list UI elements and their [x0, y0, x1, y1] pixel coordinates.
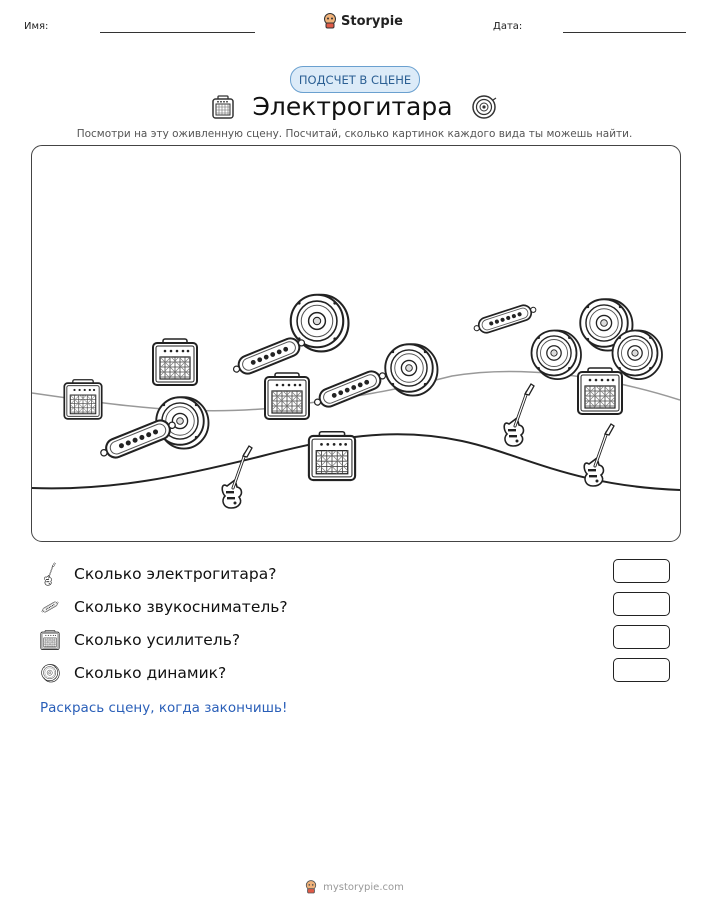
amp-item [309, 432, 355, 480]
question-text: Сколько динамик? [74, 664, 227, 682]
question-row-pickup [40, 594, 288, 620]
instructions: Посмотри на эту оживленную сцену. Посчитай, сколько картинок каждого вида ты можешь найти. [76, 128, 633, 140]
question-text: Сколько усилитель? [74, 631, 241, 649]
answer-box-speaker[interactable] [613, 658, 670, 682]
color-instruction: Раскрась сцену, когда закончишь! [40, 700, 288, 716]
guitar-item [504, 384, 534, 446]
question-row-guitar [40, 561, 276, 587]
pickup-icon [40, 595, 60, 619]
speaker-icon [471, 94, 497, 120]
guitar-item [222, 446, 252, 508]
counting-scene [31, 145, 681, 542]
name-line[interactable] [100, 32, 255, 33]
scene-illustration [32, 146, 680, 541]
guitar-icon [40, 562, 60, 586]
question-text: Сколько звукосниматель? [74, 598, 288, 616]
page-title: Электрогитара [252, 92, 453, 121]
answer-box-amp[interactable] [613, 625, 670, 649]
footer [0, 880, 709, 894]
answer-box-guitar[interactable] [613, 559, 670, 583]
pickup-item [472, 302, 538, 337]
question-text: Сколько электрогитара? [74, 565, 277, 583]
storypie-logo [323, 13, 403, 29]
speaker-icon [40, 661, 60, 685]
amp-item [578, 368, 622, 414]
question-row-amp [40, 627, 240, 653]
answer-box-pickup[interactable] [613, 592, 670, 616]
pickup-item [230, 333, 307, 378]
brand-name: Storypie [341, 13, 403, 29]
amp-item [153, 339, 197, 385]
speaker-item [385, 344, 437, 395]
amp-item [265, 373, 309, 419]
pickup-item [311, 366, 388, 411]
date-label: Дата: [493, 21, 523, 32]
date-line[interactable] [563, 32, 686, 33]
storypie-mascot-icon [323, 13, 337, 29]
title-row [0, 92, 709, 121]
name-label: Имя: [24, 21, 49, 32]
amp-icon [40, 628, 60, 652]
amp-item [64, 380, 101, 419]
footer-url[interactable]: mystorypie.com [323, 881, 404, 893]
amp-icon [212, 95, 234, 119]
question-row-speaker [40, 660, 226, 686]
activity-badge: ПОДСЧЕТ В СЦЕНЕ [290, 66, 420, 93]
guitar-item [584, 424, 614, 486]
storypie-mascot-icon [305, 880, 317, 894]
